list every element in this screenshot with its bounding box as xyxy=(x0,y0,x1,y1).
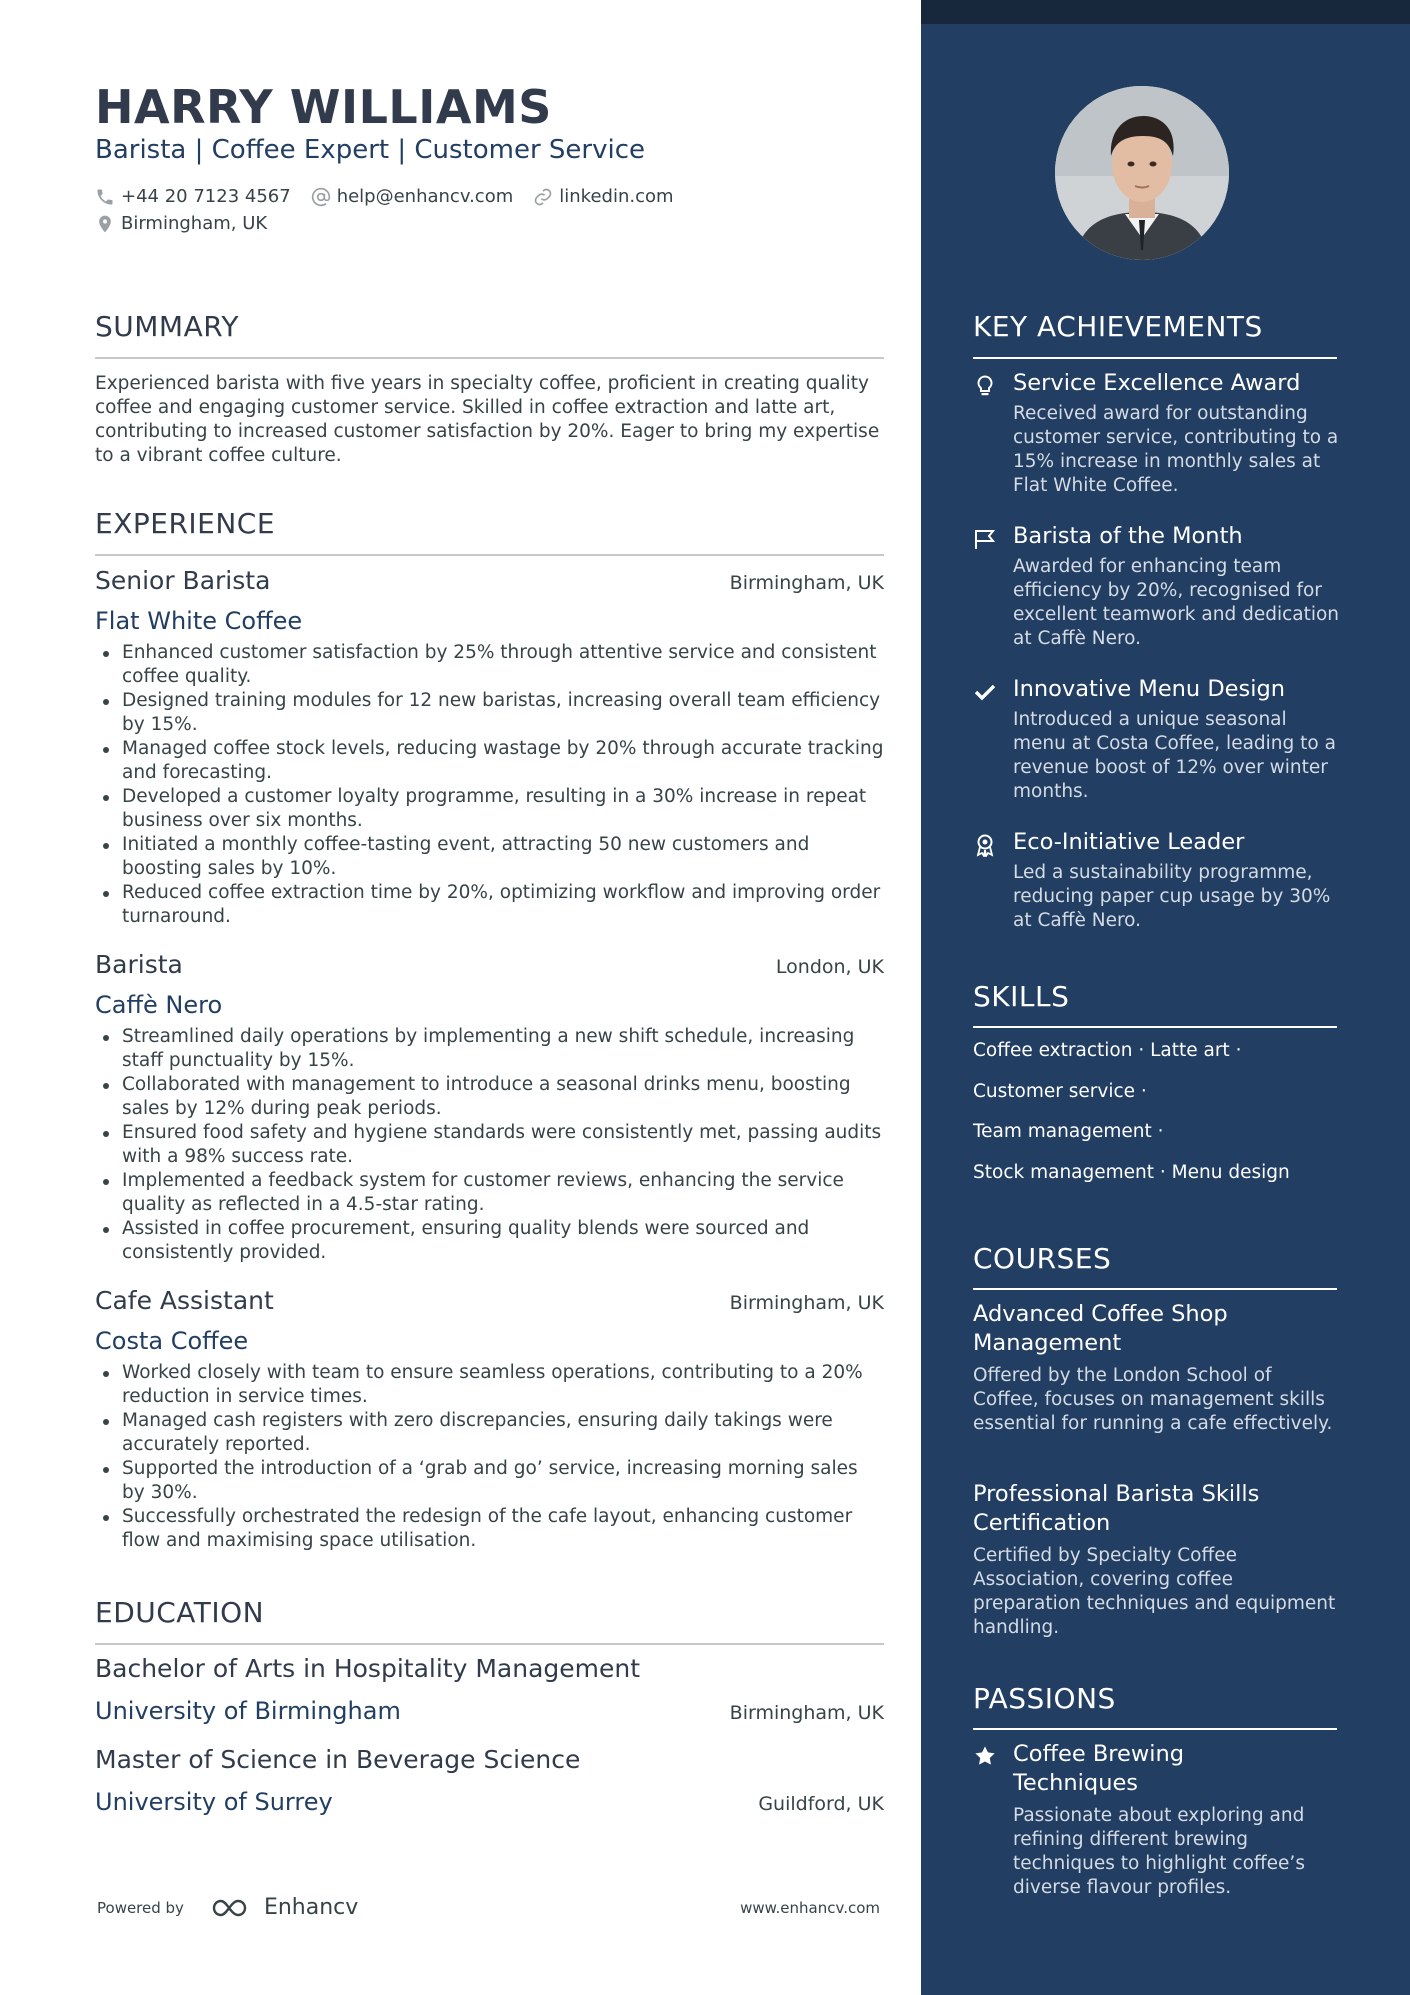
powered-by xyxy=(97,1895,358,1920)
job-bullet: Ensured food safety and hygiene standards were consistently met, passing audits with a 98% success rate. xyxy=(95,1121,884,1169)
skills-line: Customer service · xyxy=(973,1080,1147,1102)
avatar xyxy=(1055,86,1229,260)
job-bullet: Successfully orchestrated the redesign of the cafe layout, enhancing customer flow and maximising space utilisation. xyxy=(95,1505,884,1553)
achievements-heading: KEY ACHIEVEMENTS xyxy=(973,310,1263,343)
phone-icon xyxy=(95,187,115,207)
contact-row xyxy=(95,186,694,207)
award-ribbon-icon xyxy=(973,833,997,857)
page-footer xyxy=(97,1895,880,1920)
job-entry xyxy=(95,566,884,929)
education-school: University of Surrey xyxy=(95,1788,333,1816)
job-entry xyxy=(95,950,884,1265)
contact-link[interactable] xyxy=(533,186,673,207)
education-location: Guildford, UK xyxy=(758,1793,884,1815)
job-location: Birmingham, UK xyxy=(729,1292,884,1314)
achievement-title: Barista of the Month xyxy=(1013,523,1243,549)
skills-divider xyxy=(973,1026,1337,1028)
job-entry xyxy=(95,1286,884,1553)
education-heading: EDUCATION xyxy=(95,1596,265,1629)
job-company: Costa Coffee xyxy=(95,1327,249,1355)
contact-phone xyxy=(95,186,291,207)
job-bullet: Enhanced customer satisfaction by 25% through attentive service and consistent coffee quality. xyxy=(95,641,884,689)
job-bullet: Assisted in coffee procurement, ensuring quality blends were sourced and consistently provided. xyxy=(95,1217,884,1265)
summary-divider xyxy=(95,357,884,359)
flag-icon xyxy=(973,527,997,551)
contact-email[interactable] xyxy=(311,186,514,207)
enhancv-logo-icon xyxy=(210,1896,256,1920)
passion-desc: Passionate about exploring and refining different brewing techniques to highlight coffee’s diverse flavour profiles. xyxy=(1013,1805,1305,1898)
phone-text: +44 20 7123 4567 xyxy=(121,186,291,207)
course-item xyxy=(973,1300,1343,1436)
job-bullet: Initiated a monthly coffee-tasting event, attracting 50 new customers and boosting sales by 10%. xyxy=(95,833,884,881)
education-entry xyxy=(95,1745,884,1816)
course-title: Advanced Coffee Shop Management xyxy=(973,1301,1228,1356)
job-bullet: Reduced coffee extraction time by 20%, optimizing workflow and improving order turnaround. xyxy=(95,881,884,929)
skills-list xyxy=(973,1037,1343,1199)
job-bullet: Streamlined daily operations by implementing a new shift schedule, increasing staff punctuality by 15%. xyxy=(95,1025,884,1073)
link-icon xyxy=(533,187,553,207)
experience-heading: EXPERIENCE xyxy=(95,507,276,540)
job-bullet: Collaborated with management to introduce a seasonal drinks menu, boosting sales by 12% during peak periods. xyxy=(95,1073,884,1121)
candidate-name: HARRY WILLIAMS xyxy=(95,80,552,134)
passion-title: Coffee Brewing Techniques xyxy=(1013,1741,1185,1796)
education-divider xyxy=(95,1643,884,1645)
achievement-title: Eco-Initiative Leader xyxy=(1013,829,1245,855)
job-location: London, UK xyxy=(775,956,884,978)
avatar-photo xyxy=(1055,86,1229,260)
job-bullets xyxy=(95,1025,884,1265)
achievement-item xyxy=(973,523,1363,651)
achievement-desc: Led a sustainability programme, reducing paper cup usage by 30% at Caffè Nero. xyxy=(1013,862,1331,931)
courses-heading: COURSES xyxy=(973,1242,1112,1275)
achievements-divider xyxy=(973,357,1337,359)
sidebar xyxy=(921,0,1410,1995)
achievement-item xyxy=(973,829,1363,933)
job-location: Birmingham, UK xyxy=(729,572,884,594)
contact-location xyxy=(95,213,267,234)
achievement-title: Innovative Menu Design xyxy=(1013,676,1286,702)
at-icon xyxy=(311,187,331,207)
summary-text: Experienced barista with five years in specialty coffee, proficient in creating quality coffee and engaging customer service. Skilled in coffee extraction and latte art, contributing to increased customer satisfaction by 20%. Eager to bring my expertise to a vibrant coffee culture. xyxy=(95,373,880,466)
job-bullet: Managed coffee stock levels, reducing wastage by 20% through accurate tracking and forecasting. xyxy=(95,737,884,785)
job-bullet: Developed a customer loyalty programme, resulting in a 30% increase in repeat business over six months. xyxy=(95,785,884,833)
achievement-item xyxy=(973,370,1363,498)
sidebar-top-bar xyxy=(921,0,1410,24)
location-pin-icon xyxy=(95,214,115,234)
candidate-headline: Barista | Coffee Expert | Customer Service xyxy=(95,135,646,165)
job-bullet: Supported the introduction of a ‘grab and go’ service, increasing morning sales by 30%. xyxy=(95,1457,884,1505)
footer-website[interactable]: www.enhancv.com xyxy=(740,1898,880,1917)
achievement-title: Service Excellence Award xyxy=(1013,370,1301,396)
achievement-item xyxy=(973,676,1363,804)
education-degree: Master of Science in Beverage Science xyxy=(95,1745,581,1774)
education-school: University of Birmingham xyxy=(95,1697,401,1725)
lightbulb-icon xyxy=(973,374,997,398)
job-bullets xyxy=(95,1361,884,1553)
enhancv-brand-text: Enhancv xyxy=(263,1895,359,1920)
course-desc: Offered by the London School of Coffee, focuses on management skills essential for running a cafe effectively. xyxy=(973,1365,1333,1434)
passions-heading: PASSIONS xyxy=(973,1682,1116,1715)
contact-location-row xyxy=(95,213,287,234)
job-bullet: Designed training modules for 12 new baristas, increasing overall team efficiency by 15%. xyxy=(95,689,884,737)
skills-line: Team management · xyxy=(973,1121,1164,1142)
experience-divider xyxy=(95,554,884,556)
star-icon xyxy=(973,1744,997,1768)
skills-heading: SKILLS xyxy=(973,980,1070,1013)
skills-line: Coffee extraction · Latte art · xyxy=(973,1040,1242,1061)
job-title: Cafe Assistant xyxy=(95,1286,274,1315)
course-title: Professional Barista Skills Certification xyxy=(973,1481,1260,1536)
link-text: linkedin.com xyxy=(559,186,674,207)
job-title: Barista xyxy=(95,950,183,979)
job-bullet: Implemented a feedback system for customer reviews, enhancing the service quality as reflected in a 4.5-star rating. xyxy=(95,1169,884,1217)
course-item xyxy=(973,1480,1343,1640)
job-title: Senior Barista xyxy=(95,566,271,595)
enhancv-logo[interactable] xyxy=(210,1895,358,1920)
courses-divider xyxy=(973,1288,1337,1290)
skills-line: Stock management · Menu design xyxy=(973,1161,1290,1183)
job-company: Caffè Nero xyxy=(95,991,223,1019)
course-desc: Certified by Specialty Coffee Association, covering coffee preparation techniques and equipment handling. xyxy=(973,1545,1336,1638)
education-entry xyxy=(95,1654,884,1725)
job-bullet: Worked closely with team to ensure seamless operations, contributing to a 20% reduction in service times. xyxy=(95,1361,884,1409)
achievement-desc: Introduced a unique seasonal menu at Costa Coffee, leading to a revenue boost of 12% over winter months. xyxy=(1013,709,1336,802)
job-bullets xyxy=(95,641,884,929)
passion-item xyxy=(973,1740,1363,1900)
powered-by-label: Powered by xyxy=(97,1898,184,1917)
job-company: Flat White Coffee xyxy=(95,607,303,635)
summary-heading: SUMMARY xyxy=(95,310,240,343)
checkmark-icon xyxy=(973,680,997,704)
achievement-desc: Awarded for enhancing team efficiency by 20%, recognised for excellent teamwork and dedication at Caffè Nero. xyxy=(1013,556,1340,649)
job-bullet: Managed cash registers with zero discrepancies, ensuring daily takings were accurately reported. xyxy=(95,1409,884,1457)
education-degree: Bachelor of Arts in Hospitality Management xyxy=(95,1654,641,1683)
location-text: Birmingham, UK xyxy=(121,213,268,234)
achievement-desc: Received award for outstanding customer service, contributing to a 15% increase in monthly sales at Flat White Coffee. xyxy=(1013,403,1339,496)
passions-divider xyxy=(973,1728,1337,1730)
education-location: Birmingham, UK xyxy=(729,1702,884,1724)
email-text: help@enhancv.com xyxy=(336,186,514,207)
